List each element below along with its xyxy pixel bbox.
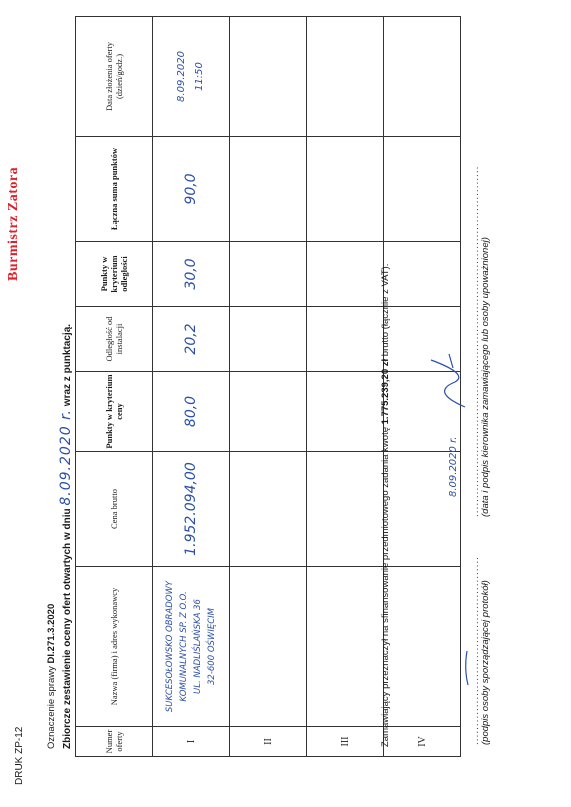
contractor-line: KOMUNALNYCH SP. Z O.O. — [179, 591, 189, 702]
offer-number: I — [153, 727, 230, 757]
empty-cell — [307, 242, 384, 307]
signature-date-handwritten: 8.09.2020 r. — [448, 436, 459, 497]
budget-prefix: Zamawiający przeznaczył na sfinansowanie przedmiotowego zadania kwotę — [380, 427, 391, 747]
empty-cell — [384, 17, 461, 137]
distance-points-value: 30,0 — [153, 242, 230, 307]
offer-number: IV — [384, 727, 461, 757]
empty-cell — [307, 137, 384, 242]
empty-cell — [230, 307, 307, 372]
signature-caption-left: (podpis osoby sporządzającej protokół) — [480, 580, 491, 745]
stamp-burmistrz: Burmistrz Zatora — [6, 166, 21, 281]
offer-number: II — [230, 727, 307, 757]
empty-cell — [230, 242, 307, 307]
header-submission-date: Data złożenia oferty (dzień/godz.) — [76, 17, 153, 137]
price-points-value: 80,0 — [153, 372, 230, 452]
offer-number: III — [307, 727, 384, 757]
signature-caption-right: (data i podpis kierownika zamawiającego lub osoby upoważnionej) — [480, 237, 491, 517]
signature-line-right: ............................................................................................. — [470, 165, 481, 517]
budget-amount: 1.775.239,20 zł — [380, 358, 391, 425]
contractor-line: SUKCESOŁOWSKO OBRADOWY — [165, 580, 175, 713]
empty-cell — [230, 567, 307, 727]
submission-time: 11:50 — [194, 62, 205, 91]
table-row — [307, 17, 384, 757]
empty-cell — [230, 452, 307, 567]
case-reference — [46, 604, 57, 749]
case-label: Oznaczenie sprawy — [46, 666, 57, 749]
offers-table — [75, 16, 461, 757]
empty-cell — [384, 137, 461, 242]
empty-cell — [384, 567, 461, 727]
contractor-line: 32-600 OŚWIĘCIM — [207, 608, 217, 685]
empty-cell — [230, 372, 307, 452]
gross-price-value: 1.952.094,00 — [153, 452, 230, 567]
table-row — [153, 17, 230, 757]
title-suffix: wraz z punktacją. — [62, 323, 73, 407]
document-code: DRUK ZP-12 — [14, 726, 25, 785]
header-total-points: Łączna suma punktów — [76, 137, 153, 242]
empty-cell — [307, 307, 384, 372]
signature-line-left: .................................................. — [470, 556, 481, 745]
header-gross-price: Cena brutto — [76, 452, 153, 567]
empty-cell — [230, 17, 307, 137]
signature-stroke-right — [425, 352, 475, 412]
contractor-name-address — [153, 567, 230, 727]
header-distance: Odległość od instalacji — [76, 307, 153, 372]
empty-cell — [307, 452, 384, 567]
header-distance-points: Punkty w kryterium odległości — [76, 242, 153, 307]
empty-cell — [384, 242, 461, 307]
table-header-row — [76, 17, 153, 757]
empty-cell — [307, 17, 384, 137]
submission-datetime — [153, 17, 230, 137]
total-points-value: 90,0 — [153, 137, 230, 242]
case-number: DI.271.3.2020 — [46, 603, 57, 664]
document-title — [58, 324, 74, 749]
submission-date: 8.09.2020 — [176, 51, 187, 102]
distance-value: 20,2 — [153, 307, 230, 372]
empty-cell — [307, 372, 384, 452]
header-price-points: Punkty w kryterium ceny — [76, 372, 153, 452]
table-row — [230, 17, 307, 757]
contractor-line: UL. NADLIŚLAŃSKA 36 — [193, 599, 203, 694]
header-contractor: Nazwa (firma) i adres wykonawcy — [76, 567, 153, 727]
title-date-handwritten: 8.09.2020 r. — [58, 408, 74, 506]
empty-cell — [307, 567, 384, 727]
title-prefix: Zbiorcze zestawienie oceny ofert otwartych w dniu — [62, 508, 73, 749]
header-offer-number: Numer oferty — [76, 727, 153, 757]
budget-suffix: brutto (łącznie z VAT). — [380, 263, 391, 357]
budget-statement — [380, 264, 391, 747]
empty-cell — [230, 137, 307, 242]
